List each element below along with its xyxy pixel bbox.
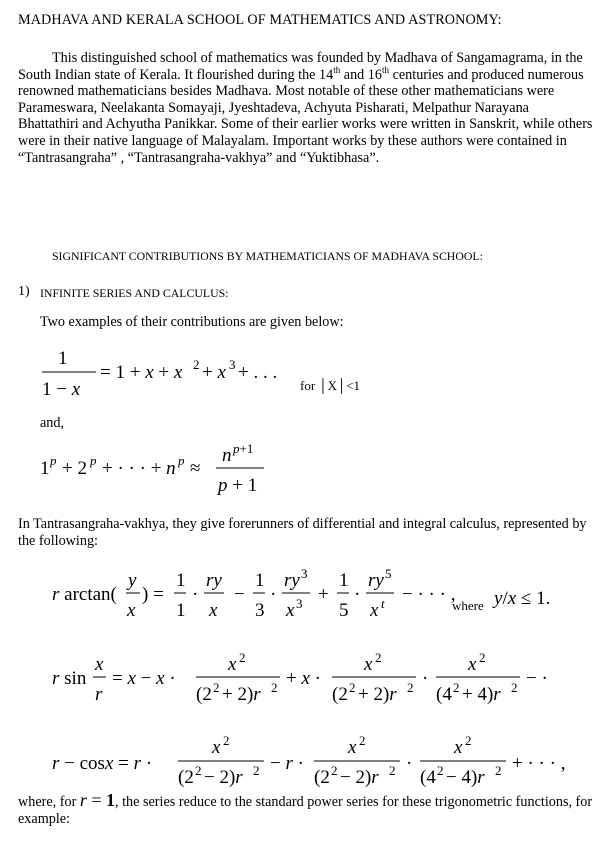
section-title: INFINITE SERIES AND CALCULUS: xyxy=(40,286,229,300)
svg-text:1: 1 xyxy=(176,600,186,621)
svg-text:+ · · · + n: + · · · + n xyxy=(102,458,176,479)
intro-sup2: th xyxy=(382,64,390,75)
svg-text:−: − xyxy=(234,584,245,605)
svg-text:x: x xyxy=(468,654,477,675)
svg-text:− · · · ,: − · · · , xyxy=(402,584,456,605)
svg-text:x: x xyxy=(370,600,379,621)
svg-text:r: r xyxy=(95,684,103,705)
svg-text:·: · xyxy=(406,753,413,774)
svg-text:1: 1 xyxy=(176,570,186,591)
svg-text:5: 5 xyxy=(339,600,349,621)
svg-text:x: x xyxy=(228,654,237,675)
equation-arctan-series xyxy=(48,566,588,632)
svg-text:1: 1 xyxy=(58,348,68,369)
svg-text:+ x ·: + x · xyxy=(286,668,321,689)
svg-text:2: 2 xyxy=(359,733,366,748)
svg-text:3: 3 xyxy=(301,566,308,581)
svg-text:n: n xyxy=(222,445,232,466)
svg-text:x: x xyxy=(348,737,357,758)
svg-text:2: 2 xyxy=(479,650,486,665)
svg-text:2: 2 xyxy=(223,733,230,748)
svg-text:3: 3 xyxy=(229,357,236,372)
svg-text:= x − x ·: = x − x · xyxy=(112,668,176,689)
svg-text:2: 2 xyxy=(213,680,220,695)
svg-text:+ 2)r: + 2)r xyxy=(222,684,261,705)
svg-text:− 2)r: − 2)r xyxy=(340,767,379,788)
svg-text:·: · xyxy=(422,668,429,689)
svg-text:+ x: + x xyxy=(202,362,226,383)
eq1-condition: for │X│<1 xyxy=(300,378,361,393)
eq3-condition: where xyxy=(452,598,484,613)
svg-text:y: y xyxy=(128,570,137,591)
where-text-after: , the series reduce to the standard power series for these trigonometric functions, for example: xyxy=(18,794,593,827)
svg-text:− 2)r: − 2)r xyxy=(204,767,243,788)
svg-text:5: 5 xyxy=(385,566,392,581)
svg-text:p: p xyxy=(90,453,97,468)
svg-text:ry: ry xyxy=(368,570,384,591)
svg-text:p: p xyxy=(178,453,185,468)
intro-part2: and 16 xyxy=(340,66,382,83)
svg-text:r arctan(: r arctan( xyxy=(52,584,117,605)
section-number: 1) xyxy=(18,284,30,299)
svg-text:y/x ≤ 1.: y/x ≤ 1. xyxy=(494,588,551,609)
svg-text:1: 1 xyxy=(255,570,265,591)
svg-text:2: 2 xyxy=(349,680,356,695)
svg-text:2: 2 xyxy=(331,763,338,778)
svg-text:2: 2 xyxy=(407,680,414,695)
svg-text:1: 1 xyxy=(339,570,349,591)
svg-text:p: p xyxy=(50,453,57,468)
calculus-intro-text: In Tantrasangraha-vakhya, they give forerunners of differential and integral calculus, represented by the following: xyxy=(18,516,587,549)
svg-text:x: x xyxy=(286,600,295,621)
svg-text:+ 2)r: + 2)r xyxy=(358,684,397,705)
svg-text:2: 2 xyxy=(495,763,502,778)
equation-power-sum xyxy=(38,443,298,499)
svg-text:x: x xyxy=(364,654,373,675)
svg-text:= 1 + x + x: = 1 + x + x xyxy=(100,362,183,383)
svg-text:2: 2 xyxy=(437,763,444,778)
svg-text:2: 2 xyxy=(195,763,202,778)
svg-text:+ . . .: + . . . xyxy=(238,362,278,383)
svg-text:+: + xyxy=(318,584,329,605)
svg-text:2: 2 xyxy=(511,680,518,695)
equation-geometric-series xyxy=(38,345,418,405)
svg-text:2: 2 xyxy=(375,650,382,665)
svg-text:− r ·: − r · xyxy=(270,753,304,774)
svg-text:) =: ) = xyxy=(142,584,164,605)
svg-text:x: x xyxy=(127,600,136,621)
intro-part3: centuries and produced numerous renowned mathematicians besides Madhava. Most notable of these other mathematicians were Parameswara, Neelakanta Somayaji, Jyeshtadeva, Achyuta Pisharati, Melpathur Narayana Bhattathiri and Achyutha Panikkar. Some of their earlier works were written in Sanskrit, while others were in their native language of Malayalam. Important works by these authors were contained in “Tantrasangraha” , “Tantrasangraha-vakhya” and “Yuktibhasa”. xyxy=(18,66,593,166)
svg-text:t: t xyxy=(381,596,385,611)
examples-text: Two examples of their contributions are given below: xyxy=(40,314,344,330)
where-text: where, for r = 1, the series reduce to the standard power series for these trigonometric functions, for example: xyxy=(18,790,593,827)
svg-text:p+1: p+1 xyxy=(233,443,254,456)
svg-text:1 − x: 1 − x xyxy=(42,379,81,400)
svg-text:2: 2 xyxy=(453,680,460,695)
svg-text:x: x xyxy=(95,654,104,675)
and-text: and, xyxy=(40,415,65,431)
svg-text:x: x xyxy=(212,737,221,758)
svg-text:x: x xyxy=(209,600,218,621)
svg-text:− ·: − · xyxy=(526,668,548,689)
svg-text:r − cosx = r ·: r − cosx = r · xyxy=(52,753,153,774)
svg-text:·: · xyxy=(192,584,199,605)
svg-text:ry: ry xyxy=(206,570,222,591)
svg-text:2: 2 xyxy=(253,763,260,778)
svg-text:(2: (2 xyxy=(196,684,212,705)
svg-text:(4: (4 xyxy=(436,684,452,705)
svg-text:(2: (2 xyxy=(314,767,330,788)
svg-text:+ 2: + 2 xyxy=(62,458,87,479)
svg-text:ry: ry xyxy=(284,570,300,591)
contributions-heading: SIGNIFICANT CONTRIBUTIONS BY MATHEMATICIANS OF MADHAVA SCHOOL: xyxy=(52,249,483,263)
svg-text:·: · xyxy=(270,584,277,605)
svg-text:1: 1 xyxy=(40,458,50,479)
svg-text:(2: (2 xyxy=(178,767,194,788)
svg-text:·: · xyxy=(354,584,361,605)
equation-cosine-series xyxy=(48,733,578,793)
svg-text:2: 2 xyxy=(239,650,246,665)
intro-paragraph xyxy=(18,50,593,166)
svg-text:2: 2 xyxy=(271,680,278,695)
svg-text:x: x xyxy=(454,737,463,758)
svg-text:2: 2 xyxy=(465,733,472,748)
svg-text:+ 4)r: + 4)r xyxy=(462,684,501,705)
svg-text:p + 1: p + 1 xyxy=(218,475,258,496)
svg-text:− 4)r: − 4)r xyxy=(446,767,485,788)
intro-part1: This distinguished school of mathematics was founded by Madhava of Sangamagrama, in the South Indian state of Kerala. It flourished during the 14 xyxy=(18,50,583,83)
svg-text:3: 3 xyxy=(296,596,303,611)
svg-text:≈: ≈ xyxy=(190,458,201,479)
svg-text:3: 3 xyxy=(255,600,265,621)
where-text-before: where, for xyxy=(18,794,80,810)
svg-text:(4: (4 xyxy=(420,767,436,788)
equation-sine-series xyxy=(48,650,568,710)
svg-text:2: 2 xyxy=(193,357,200,372)
page-title: MADHAVA AND KERALA SCHOOL OF MATHEMATICS AND ASTRONOMY: xyxy=(18,12,502,28)
svg-text:r sin: r sin xyxy=(52,668,87,689)
svg-text:2: 2 xyxy=(389,763,396,778)
svg-text:(2: (2 xyxy=(332,684,348,705)
svg-text:+ · · · ,: + · · · , xyxy=(512,753,566,774)
intro-sup1: th xyxy=(333,64,341,75)
